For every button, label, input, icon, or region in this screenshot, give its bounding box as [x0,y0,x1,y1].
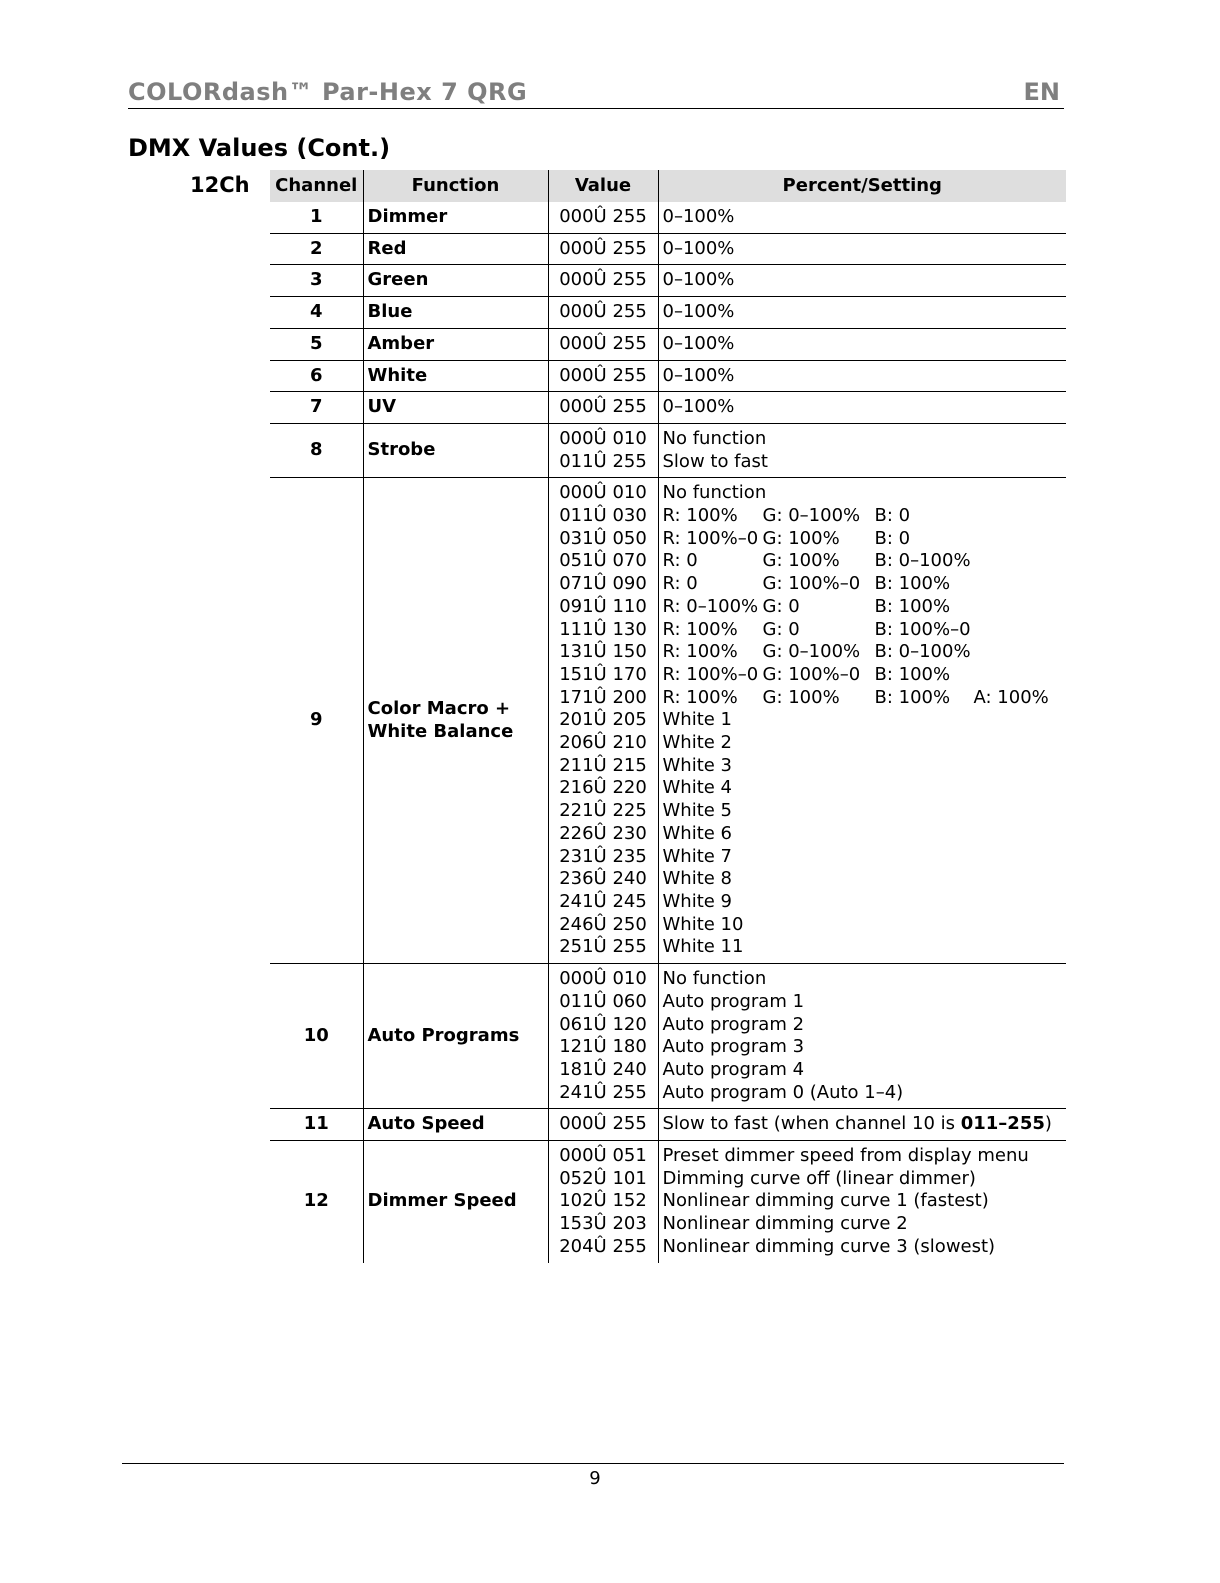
setting-cell [658,964,1066,1109]
function-cell [363,478,548,964]
value-range: 171Û 200 [559,686,647,708]
table-row [270,328,1066,360]
rgb-component: B: 0 [874,527,911,549]
setting-text: White 10 [662,913,744,935]
setting-cell [658,328,1066,360]
function-cell [363,392,548,424]
rgb-component: R: 0 [662,573,698,595]
value-cell [548,265,658,297]
page-header [128,78,1064,109]
setting-text: White 11 [662,936,744,958]
table-body [270,202,1066,1263]
rgb-component: G: 100% [762,550,840,572]
column-header-value: Value [548,170,658,202]
value-cell [548,328,658,360]
value-range: 251Û 255 [559,936,647,958]
value-range: 246Û 250 [559,913,647,935]
setting-cell [658,297,1066,329]
table-row [270,297,1066,329]
rgb-component: G: 100%–0 [762,573,861,595]
channel-cell: 1 [270,202,363,233]
function-label: Auto Programs [367,1024,520,1046]
setting-text-part: Slow to fast (when channel 10 is [662,1113,961,1135]
channel-cell: 8 [270,423,363,477]
value-range: 000Û 051 [559,1145,647,1167]
table-row [270,478,1066,964]
value-range: 052Û 101 [559,1167,647,1189]
function-cell [363,233,548,265]
dmx-mode-label: 12Ch [190,173,250,197]
function-cell [363,423,548,477]
setting-text: White 9 [662,890,733,912]
value-range: 201Û 205 [559,709,647,731]
channel-cell: 9 [270,478,363,964]
setting-text: 0–100% [662,237,735,259]
function-label: Dimmer Speed [367,1190,517,1212]
rgb-setting-line [663,573,1063,596]
setting-text: White 6 [662,822,733,844]
value-range: 000Û 010 [559,427,647,449]
function-cell [363,964,548,1109]
rgb-component: G: 0–100% [762,641,861,663]
rgb-setting-line [663,505,1063,528]
rgb-component: G: 0 [762,618,800,640]
function-cell [363,360,548,392]
setting-text: 0–100% [662,206,735,227]
function-label: White Balance [367,720,514,742]
setting-text: Auto program 2 [662,1013,805,1035]
function-label: Green [367,269,429,291]
rgb-component: G: 100%–0 [762,663,861,685]
rgb-component: R: 100%–0 [662,527,759,549]
rgb-setting-line [663,528,1063,551]
setting-cell [658,233,1066,265]
setting-text [663,1113,1063,1136]
channel-cell: 6 [270,360,363,392]
value-cell [548,233,658,265]
rgb-component: B: 100% [874,663,951,685]
value-range: 000Û 255 [559,1113,647,1135]
function-label: Auto Speed [367,1113,485,1135]
setting-cell [658,1141,1066,1263]
value-range: 000Û 255 [559,237,647,259]
rgb-component: G: 0 [762,595,800,617]
value-range: 000Û 255 [559,206,647,227]
value-cell [548,964,658,1109]
setting-cell [658,360,1066,392]
function-cell [363,202,548,233]
value-range: 061Û 120 [559,1013,647,1035]
value-range: 000Û 255 [559,332,647,354]
value-cell [548,1141,658,1263]
value-range: 102Û 152 [559,1190,647,1212]
setting-text: Nonlinear dimming curve 3 (slowest) [662,1235,996,1257]
setting-text-part: ) [1044,1113,1052,1135]
value-range: 000Û 255 [559,269,647,291]
setting-text: 0–100% [662,364,735,386]
value-cell [548,202,658,233]
value-range: 131Û 150 [559,641,647,663]
table-row [270,423,1066,477]
rgb-component: R: 0–100% [662,595,759,617]
table-row [270,202,1066,233]
setting-text: Slow to fast [662,450,768,472]
setting-text: White 4 [662,777,733,799]
value-range: 153Û 203 [559,1213,647,1235]
setting-text: 0–100% [662,301,735,323]
value-range: 000Û 010 [559,482,647,504]
table-header-row [270,170,1066,202]
value-range: 091Û 110 [559,595,647,617]
rgb-component: R: 100% [662,505,738,527]
setting-text-bold: 011–255 [960,1113,1045,1135]
value-range: 011Û 255 [559,450,647,472]
setting-text: White 8 [662,868,733,890]
page-number: 9 [589,1468,601,1489]
value-range: 226Û 230 [559,822,647,844]
rgb-component: R: 100% [662,618,738,640]
rgb-component: B: 0–100% [874,641,971,663]
value-cell [548,478,658,964]
footer-divider [122,1463,1064,1464]
rgb-component: B: 100% [874,686,951,708]
function-label: Red [367,237,407,259]
rgb-component: G: 100% [762,686,840,708]
setting-text: Nonlinear dimming curve 1 (fastest) [662,1190,989,1212]
value-range: 071Û 090 [559,573,647,595]
rgb-component: R: 100% [662,641,738,663]
setting-text: White 1 [662,709,733,731]
function-label: UV [367,396,397,418]
value-range: 151Û 170 [559,663,647,685]
value-range: 011Û 030 [559,505,647,527]
setting-text: Preset dimmer speed from display menu [662,1145,1029,1167]
rgb-component: B: 100%–0 [874,618,971,640]
value-range: 241Û 245 [559,890,647,912]
value-cell [548,392,658,424]
column-header-function: Function [363,170,548,202]
channel-cell: 4 [270,297,363,329]
value-range: 236Û 240 [559,868,647,890]
value-range: 216Û 220 [559,777,647,799]
value-range: 121Û 180 [559,1036,647,1058]
setting-text: White 5 [662,800,733,822]
setting-cell [658,423,1066,477]
channel-cell: 12 [270,1141,363,1263]
channel-cell: 11 [270,1109,363,1141]
function-label: Amber [367,332,435,354]
value-range: 000Û 255 [559,396,647,418]
setting-text: White 3 [662,754,733,776]
value-range: 241Û 255 [559,1081,647,1103]
setting-text: Nonlinear dimming curve 2 [662,1213,908,1235]
channel-cell: 10 [270,964,363,1109]
rgb-setting-line [663,687,1063,710]
value-range: 231Û 235 [559,845,647,867]
rgb-component: A: 100% [973,686,1049,708]
channel-cell: 3 [270,265,363,297]
value-range: 000Û 255 [559,364,647,386]
rgb-component: B: 0–100% [874,550,971,572]
rgb-component: G: 100% [762,527,840,549]
channel-cell: 5 [270,328,363,360]
value-range: 111Û 130 [559,618,647,640]
channel-cell: 7 [270,392,363,424]
column-header-setting: Percent/Setting [658,170,1066,202]
column-header-channel: Channel [270,170,363,202]
setting-cell [658,1109,1066,1141]
table-row [270,265,1066,297]
table-row [270,964,1066,1109]
table-row [270,1109,1066,1141]
rgb-setting-line [663,641,1063,664]
value-range: 051Û 070 [559,550,647,572]
setting-text: Auto program 3 [662,1036,805,1058]
setting-cell [658,392,1066,424]
rgb-component: R: 100% [662,686,738,708]
function-label: Color Macro + [367,698,511,719]
function-cell [363,328,548,360]
rgb-setting-line [663,596,1063,619]
rgb-setting-line [663,664,1063,687]
function-label: Blue [367,301,413,323]
value-range: 221Û 225 [559,800,647,822]
value-range: 181Û 240 [559,1058,647,1080]
rgb-component: B: 100% [874,573,951,595]
setting-text: Auto program 1 [662,990,805,1012]
document-title: COLORdash™ Par-Hex 7 QRG [128,78,528,106]
setting-text: 0–100% [662,332,735,354]
dmx-values-table [270,170,1066,1263]
rgb-component: R: 0 [662,550,698,572]
value-range: 000Û 255 [559,301,647,323]
function-cell [363,1141,548,1263]
function-label: Strobe [367,439,436,461]
setting-cell [658,265,1066,297]
setting-text: No function [662,968,767,990]
value-cell [548,423,658,477]
table-row [270,233,1066,265]
setting-cell [658,478,1066,964]
value-range: 206Û 210 [559,732,647,754]
value-range: 211Û 215 [559,754,647,776]
setting-text: Dimming curve off (linear dimmer) [662,1167,976,1189]
channel-cell: 2 [270,233,363,265]
function-cell [363,1109,548,1141]
setting-text: White 7 [662,845,733,867]
section-title: DMX Values (Cont.) [128,134,391,162]
setting-text: 0–100% [662,396,735,418]
function-label: Dimmer [367,206,448,227]
table-row [270,360,1066,392]
value-range: 011Û 060 [559,990,647,1012]
setting-text: Auto program 4 [662,1058,805,1080]
language-label: EN [1023,78,1060,106]
value-range: 204Û 255 [559,1235,647,1257]
value-cell [548,1109,658,1141]
rgb-component: R: 100%–0 [662,663,759,685]
value-range: 000Û 010 [559,968,647,990]
setting-text: White 2 [662,732,733,754]
rgb-component: B: 100% [874,595,951,617]
rgb-setting-line [663,619,1063,642]
rgb-component: B: 0 [874,505,911,527]
function-cell [363,265,548,297]
table-row [270,1141,1066,1263]
setting-text: No function [662,482,767,504]
setting-text: 0–100% [662,269,735,291]
setting-text: No function [662,427,767,449]
value-cell [548,297,658,329]
setting-text: Auto program 0 (Auto 1–4) [662,1081,904,1103]
function-label: White [367,364,428,386]
value-range: 031Û 050 [559,527,647,549]
value-cell [548,360,658,392]
table-row [270,392,1066,424]
function-cell [363,297,548,329]
rgb-setting-line [663,550,1063,573]
rgb-component: G: 0–100% [762,505,861,527]
setting-cell [658,202,1066,233]
